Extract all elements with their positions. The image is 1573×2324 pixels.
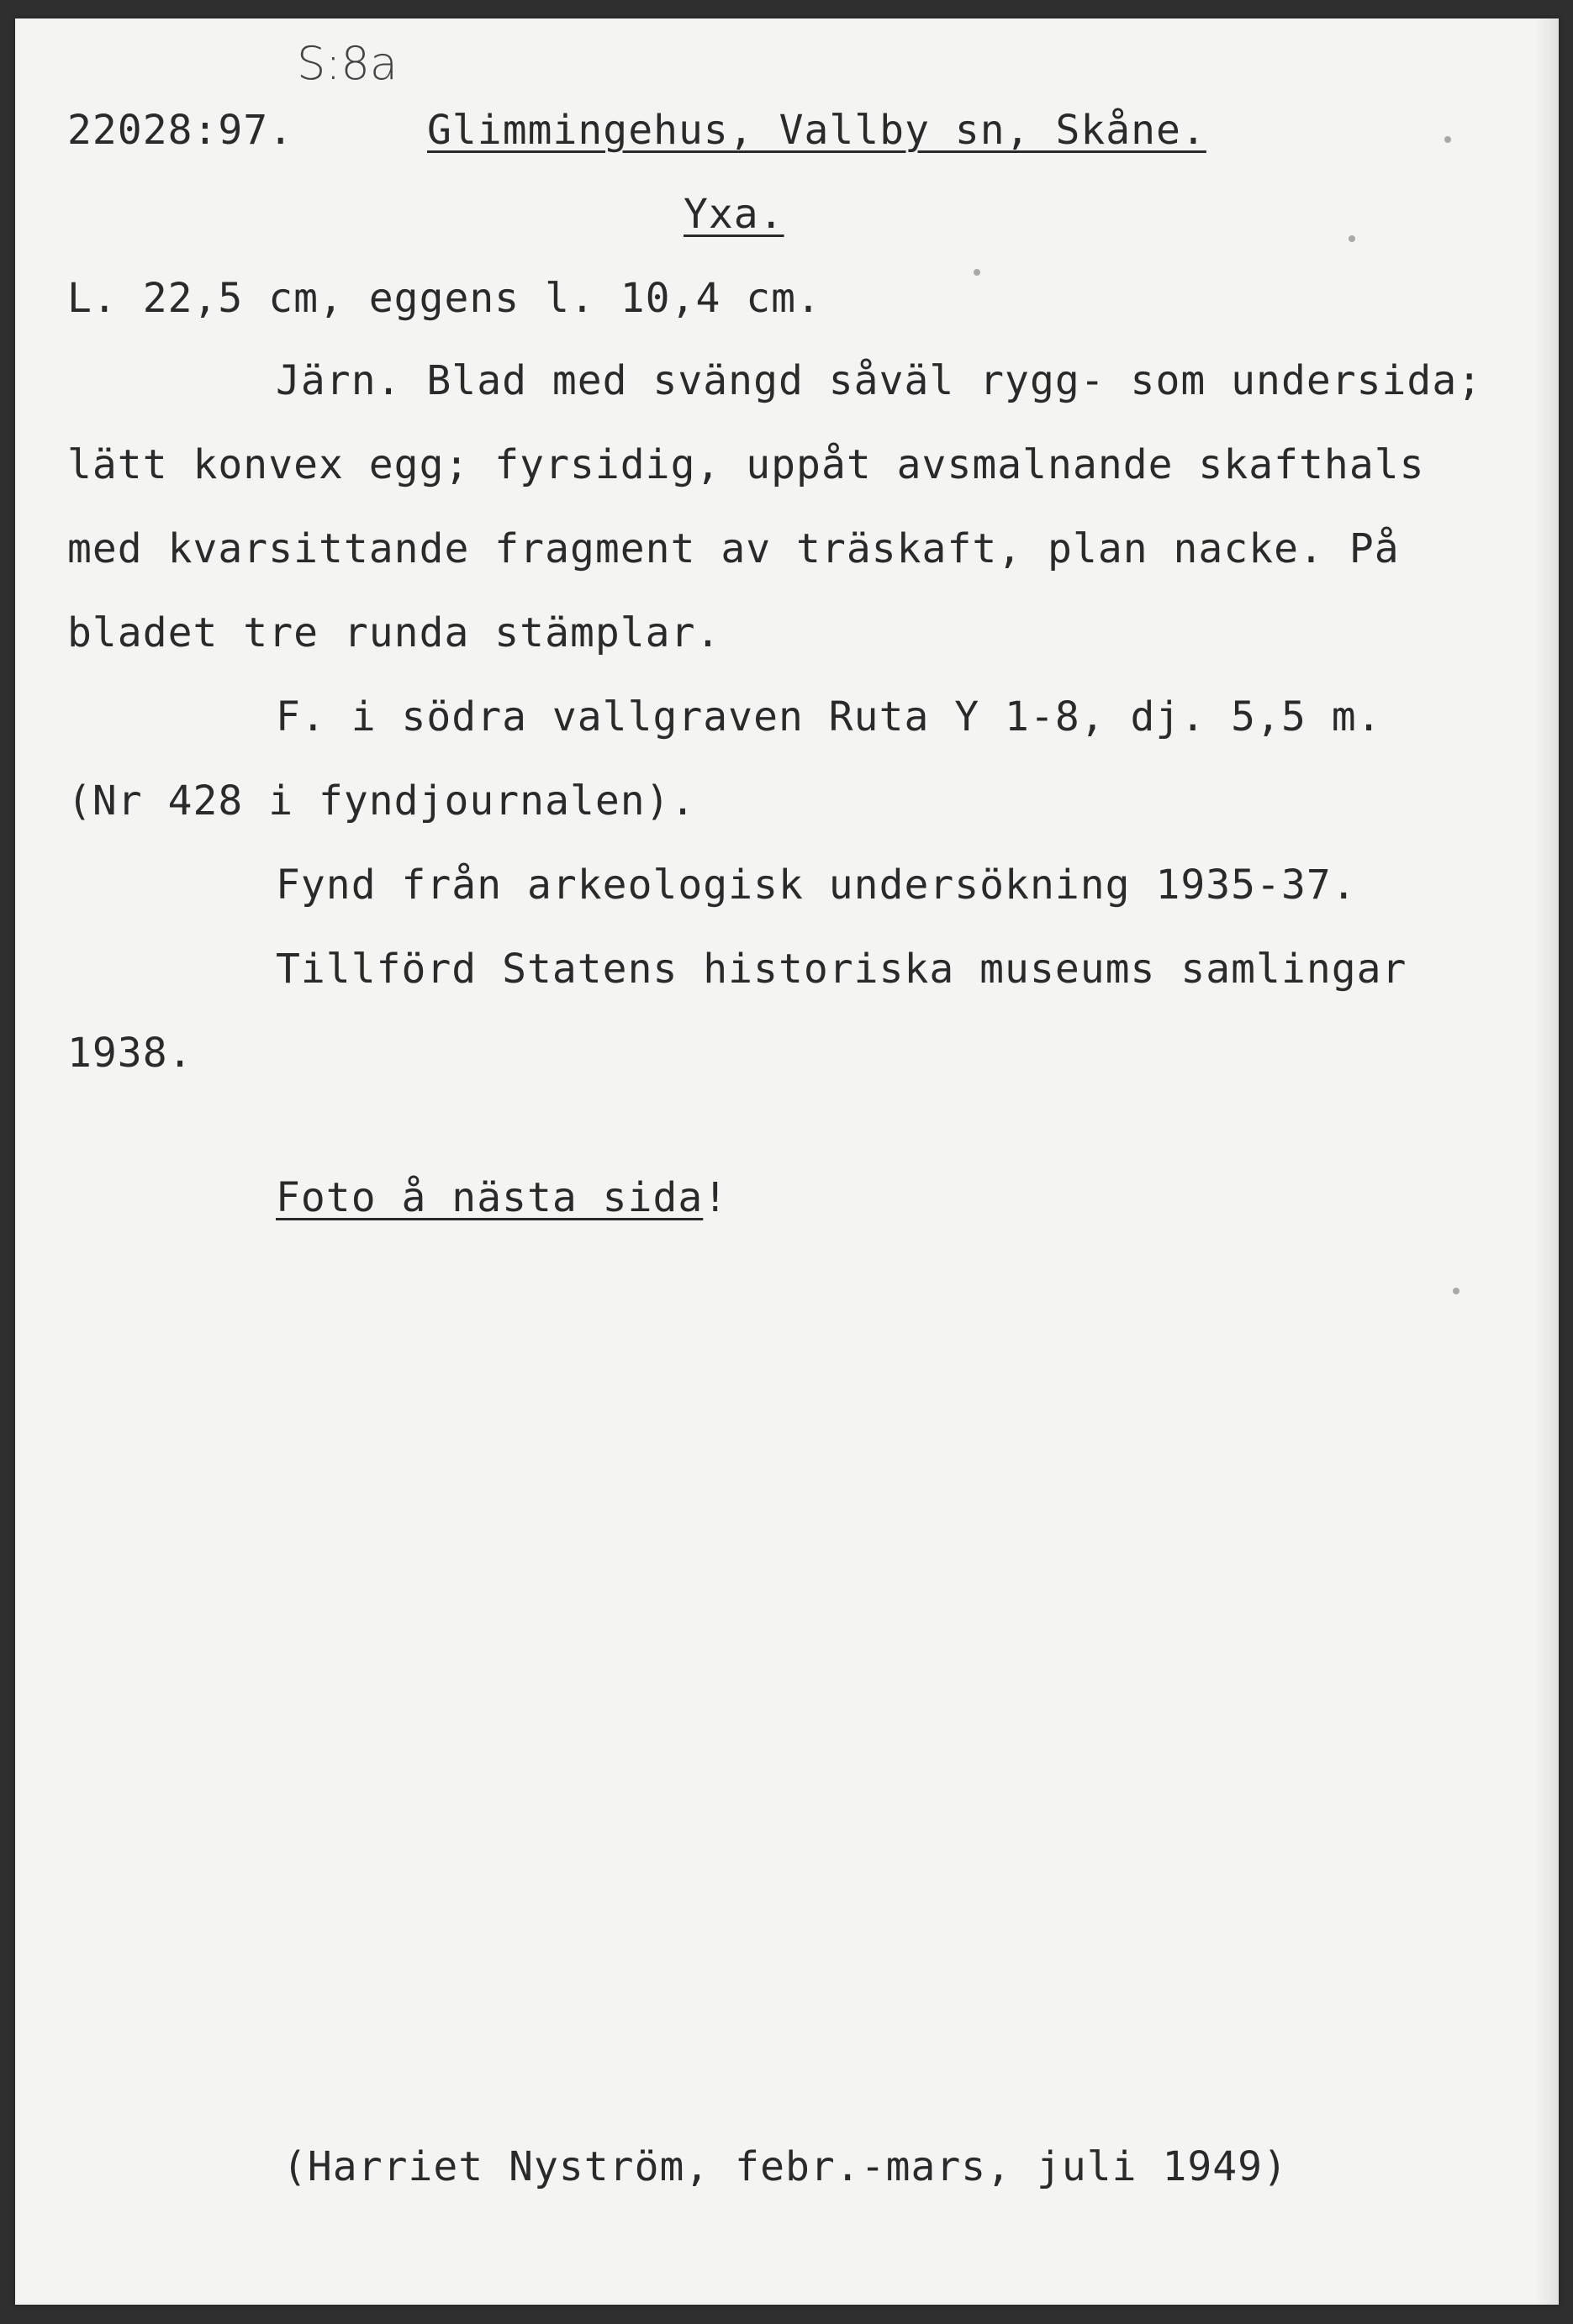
description-line-1: Järn. Blad med svängd såväl rygg- som undersida; [276,357,1483,404]
description-line-3: med kvarsittande fragment av träskaft, plan nacke. På [67,525,1400,572]
accession-line-2: 1938. [67,1030,193,1077]
object-title [684,191,784,238]
find-context: Fynd från arkeologisk undersökning 1935-37. [276,862,1357,909]
photo-note-text: Foto å nästa sida [276,1174,704,1221]
paper-speck [1444,136,1451,143]
card-edge-shadow [1535,18,1559,2305]
accession-line-1: Tillförd Statens historiska museums samlingar [276,946,1407,993]
description-line-2: lätt konvex egg; fyrsidig, uppåt avsmalnande skafthals [67,441,1425,488]
description-line-4: bladet tre runda stämplar. [67,609,721,656]
paper-speck [1349,235,1355,242]
author-line: (Harriet Nyström, febr.-mars, juli 1949) [282,2143,1288,2190]
find-place-line-2: (Nr 428 i fyndjournalen). [67,777,696,825]
catalog-number: 22028:97. [67,107,294,154]
measurements: L. 22,5 cm, eggens l. 10,4 cm. [67,275,821,322]
handwritten-note: S:8a [297,37,398,90]
find-place-line-1: F. i södra vallgraven Ruta Y 1-8, dj. 5,5 m. [276,693,1382,740]
location-heading: Glimmingehus, Vallby sn, Skåne. [427,107,1206,154]
photo-note-suffix: ! [703,1174,729,1221]
catalog-card [15,18,1559,2305]
paper-speck [974,269,980,276]
photo-note [276,1174,728,1221]
object-title-text: Yxa. [684,191,784,238]
paper-speck [1453,1288,1460,1294]
